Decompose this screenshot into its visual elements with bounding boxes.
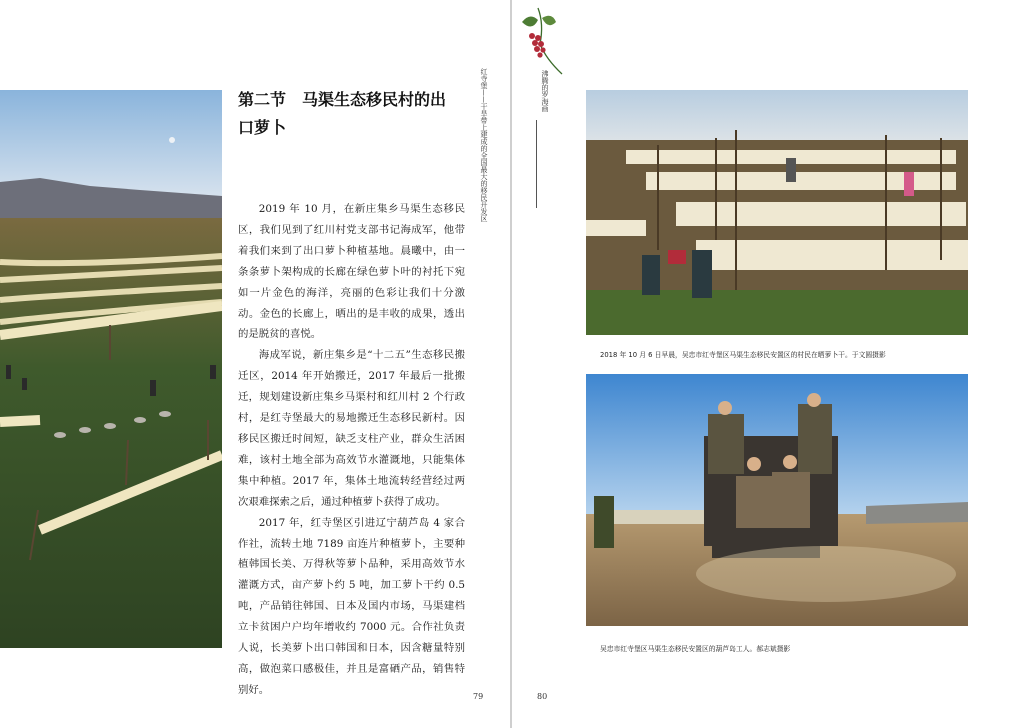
workers-on-truck-photo xyxy=(586,374,968,626)
running-head-right: 沸腾的罗海画 xyxy=(541,70,549,112)
photo-caption: 2018 年 10 月 6 日早晨，吴忠市红寺堡区马渠生态移民安置区的村民在晒萝卜干。于文圆摄影 xyxy=(600,351,886,359)
section-title: 第二节 马渠生态移民村的出口萝卜 xyxy=(238,90,447,137)
running-head-left: 红寺堡——干旱带上建成的全国最大的移民开发区 xyxy=(480,68,488,222)
page-number-right: 80 xyxy=(537,692,548,701)
running-head-rule xyxy=(536,120,537,208)
paragraph: 2019 年 10 月，在新庄集乡马渠生态移民区，我们见到了红川村党支部书记海成军，他带着我们来到了出口萝卜种植基地。晨曦中，由一条条萝卜架构成的长廊在绿色萝卜叶的衬托下宛如一片金色的海洋，亮丽的色彩让我们十分激动。金色的长廊上，晒出的是丰收的成果，透出的是脱贫的喜悦。 xyxy=(238,203,465,341)
drying-radish-photo xyxy=(586,90,968,335)
page-number-left: 79 xyxy=(473,692,484,701)
radish-field-photo xyxy=(0,90,222,648)
grape-decoration-icon xyxy=(516,4,568,79)
paragraph: 海成军说，新庄集乡是“十二五”生态移民搬迁区，2014 年开始搬迁，2017 年最后一批搬迁，规划建设新庄集乡马渠村和红川村 2 个行政村，是红寺堡最大的易地搬迁生态移民新村。因移民区搬迁时间短，缺乏支柱产业，群众生活困难，该村土地全部为高效节水灌溉地，只能集体集中种植。2017 年，集体土地流转经营经过两次艰难探索之后，通过种植萝卜获得了成功。 xyxy=(238,349,465,508)
gutter-divider xyxy=(510,0,512,728)
paragraph: 2017 年，红寺堡区引进辽宁葫芦岛 4 家合作社，流转土地 7189 亩连片种植萝卜，主要种植韩国长美、万得秋等萝卜品种，采用高效节水灌溉方式，亩产萝卜约 5 吨，加工萝卜干约 0.5 吨，产品销往韩国、日本及国内市场，马渠建档立卡贫困户户均年增收约 7000 元。合作社负责人说，长美萝卜出口韩国和日本，因含糖量特别高，做泡菜口感极佳，并且是富硒产品，销售特别好。 xyxy=(238,516,465,696)
article-body xyxy=(238,199,465,701)
photo-caption: 吴忠市红寺堡区马渠生态移民安置区的葫芦岛工人。郝志斌摄影 xyxy=(600,645,791,653)
